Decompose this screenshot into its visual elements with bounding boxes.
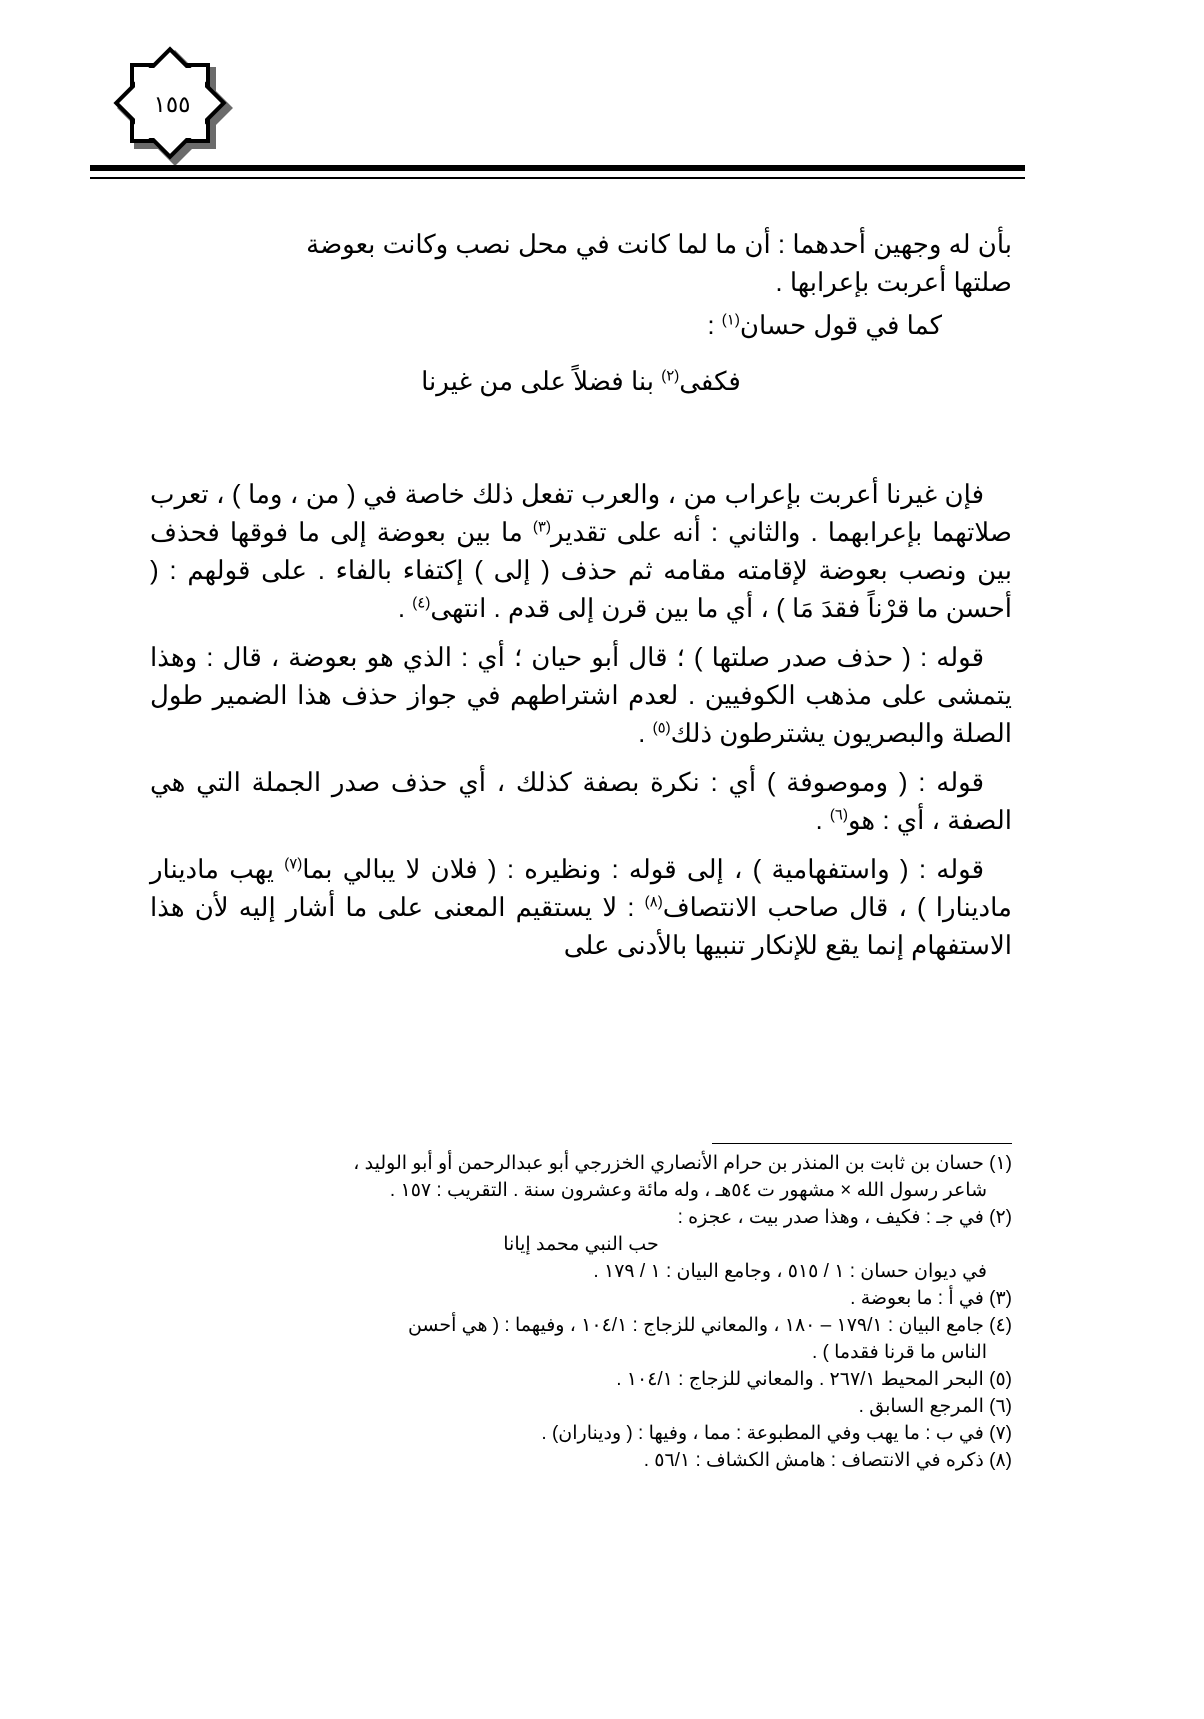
header-rule-thick: [90, 165, 1025, 171]
para1-line2: صلتها أعربت بإعرابها .: [775, 267, 1012, 297]
footnote-1-cont: شاعر رسول الله × مشهور ت ٥٤هـ ، وله مائة وعشرون سنة . التقريب : ١٥٧ .: [389, 1180, 987, 1201]
footnote-4-cont: الناس ما قرنا فقدما ) .: [811, 1342, 987, 1363]
page-number-badge: [107, 40, 237, 170]
paragraph-2: فإن غيرنا أعربت بإعراب من ، والعرب تفعل ذلك خاصة في ( من ، وما ) ، تعرب صلاتهما بإعرابهما . والثاني : أنه على تقدير$^{(٣)}$ ما بين بعوضة إلى ما فوقها فحذف بين ونصب بعوضة لإقامته مقامه ثم حذف ( إلى ) إكتفاء بالفاء . على قولهم : ( أحسن ما قرْناً فقدَ مَا ) ، أي ما بين قرن إلى قدم . انتهى$^{(٤)}$ .: [150, 479, 1012, 623]
main-text: [150, 225, 1012, 964]
footnote-5: (٥) البحر المحيط ٢٦٧/١ . والمعاني للزجاج : ١٠٤/١ .: [616, 1369, 1012, 1390]
footnote-1: (١) حسان بن ثابت بن المنذر بن حرام الأنصاري الخزرجي أبو عبدالرحمن أو أبو الوليد ،: [353, 1153, 1012, 1174]
footnote-6: (٦) المرجع السابق .: [858, 1396, 1012, 1417]
paragraph-1: [150, 225, 1012, 301]
paragraph-4: قوله : ( وموصوفة ) أي : نكرة بصفة كذلك ، أي حذف صدر الجملة التي هي الصفة ، أي : هو$^{(٦)}$ .: [150, 767, 1012, 835]
footnote-ref-5[interactable]: (٥): [652, 719, 671, 737]
footnote-separator: [712, 1143, 1012, 1144]
footnote-ref-2[interactable]: (٢): [661, 367, 680, 385]
footnote-8: (٨) ذكره في الانتصاف : هامش الكشاف : ٥٦/١ .: [643, 1450, 1012, 1471]
header-rule-thin: [90, 177, 1025, 179]
footnote-7: (٧) في ب : ما يهب وفي المطبوعة : مما ، وفيها : ( وديناران) .: [541, 1423, 1012, 1444]
footnote-ref-8[interactable]: (٨): [644, 893, 663, 911]
footnote-ref-4[interactable]: (٤): [412, 594, 431, 612]
verse-line: فكفى$^{(٢)}$ بنا فضلاً على من غيرنا: [421, 366, 741, 396]
footnote-2: (٢) في جـ : فكيف ، وهذا صدر بيت ، عجزه :: [677, 1207, 1012, 1228]
para1-line1: بأن له وجهين أحدهما : أن ما لما كانت في محل نصب وكانت بعوضة: [306, 229, 1012, 259]
paragraph-3: قوله : ( حذف صدر صلتها ) ؛ قال أبو حيان ؛ أي : الذي هو بعوضة ، قال : وهذا يتمشى على مذهب الكوفيين . لعدم اشتراطهم في جواز حذف هذا الضمير طول الصلة والبصريون يشترطون ذلك$^{(٥)}$ .: [150, 642, 1012, 748]
spacer: [150, 400, 1012, 475]
footnote-2-source: في ديوان حسان : ١ / ٥١٥ ، وجامع البيان : ١ / ١٧٩ .: [593, 1261, 987, 1282]
footnote-ref-7[interactable]: (٧): [284, 855, 303, 873]
footnote-ref-1[interactable]: (١): [721, 311, 740, 329]
footnote-ref-6[interactable]: (٦): [829, 806, 848, 824]
page-number: ١٥٥: [153, 92, 191, 117]
paragraph-5: قوله : ( واستفهامية ) ، إلى قوله : ونظيره : ( فلان لا يبالي بما$^{(٧)}$ يهب مادينار مادينارا ) ، قال صاحب الانتصاف$^{(٨)}$ : لا يستقيم المعنى على ما أشار إليه لأن هذا الاستفهام إنما يقع للإنكار تنبيها بالأدنى على: [150, 854, 1012, 960]
footnote-ref-3[interactable]: (٣): [532, 518, 551, 536]
footnote-3: (٣) في أ : ما بعوضة .: [850, 1288, 1012, 1309]
footnote-2-verse: حب النبي محمد إيانا: [503, 1234, 659, 1255]
verse-intro: كما في قول حسان$^{(١)}$ :: [707, 310, 942, 340]
footnotes: [150, 1150, 1012, 1474]
footnote-4: (٤) جامع البيان : ١٧٩/١ – ١٨٠ ، والمعاني للزجاج : ١٠٤/١ ، وفيهما : ( هي أحسن: [407, 1315, 1012, 1336]
